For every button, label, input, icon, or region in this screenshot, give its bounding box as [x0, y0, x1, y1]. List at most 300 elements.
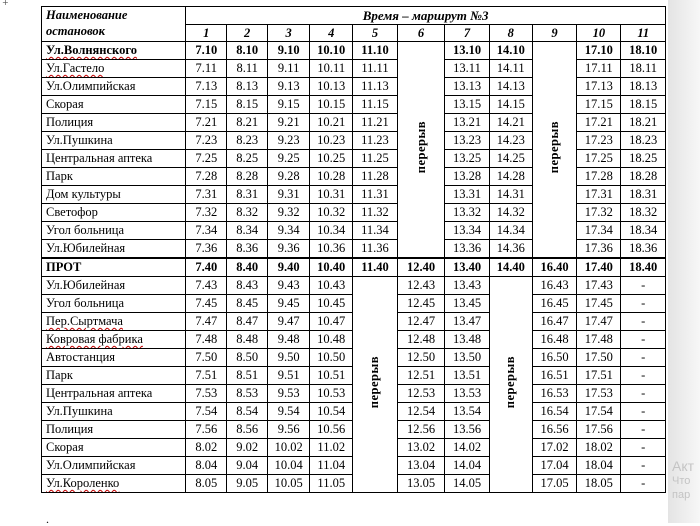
departure-time-cell: 17.31 [577, 186, 621, 204]
departure-time-cell: - [621, 475, 666, 493]
trip-number-header: 5 [353, 25, 397, 42]
trip-number-header: 1 [186, 25, 227, 42]
watermark-line2: Что [672, 475, 691, 487]
departure-time-cell: 17.13 [577, 78, 621, 96]
departure-time-cell: 17.34 [577, 222, 621, 240]
departure-time-cell: 14.32 [489, 204, 532, 222]
stop-name-cell [42, 258, 186, 277]
departure-time-cell: 7.11 [186, 60, 227, 78]
departure-time-cell: 8.51 [227, 367, 268, 385]
departure-time-cell: 11.04 [310, 457, 353, 475]
departure-time-cell: 14.02 [445, 439, 489, 457]
departure-time-cell: 8.28 [227, 168, 268, 186]
departure-time-cell: 7.56 [186, 421, 227, 439]
departure-time-cell: - [621, 331, 666, 349]
departure-time-cell: 13.13 [445, 78, 489, 96]
stop-name: Ул.Волнянского [46, 43, 137, 57]
break-cell [489, 277, 532, 493]
departure-time-cell: 7.40 [186, 258, 227, 277]
departure-time-cell: 10.10 [310, 42, 353, 60]
departure-time-cell: 12.47 [397, 313, 445, 331]
departure-time-cell: - [621, 403, 666, 421]
departure-time-cell: - [621, 295, 666, 313]
departure-time-cell: - [621, 457, 666, 475]
departure-time-cell: 7.43 [186, 277, 227, 295]
stop-name-cell [42, 204, 186, 222]
stop-name-cell [42, 403, 186, 421]
break-label: перерыв [547, 120, 561, 174]
departure-time-cell: 13.11 [445, 60, 489, 78]
departure-time-cell: 10.04 [268, 457, 310, 475]
stop-name-cell [42, 421, 186, 439]
departure-time-cell: 8.15 [227, 96, 268, 114]
departure-time-cell: 10.11 [310, 60, 353, 78]
stop-name-cell [42, 457, 186, 475]
departure-time-cell: 12.53 [397, 385, 445, 403]
departure-time-cell: 8.04 [186, 457, 227, 475]
departure-time-cell: 18.11 [621, 60, 666, 78]
departure-time-cell: 17.28 [577, 168, 621, 186]
stops-header-line2: остановок [46, 24, 105, 38]
stop-name: Полиция [46, 422, 94, 436]
stop-name: Скорая [46, 97, 84, 111]
departure-time-cell: 11.11 [353, 60, 397, 78]
departure-time-cell: 18.13 [621, 78, 666, 96]
departure-time-cell: 9.05 [227, 475, 268, 493]
departure-time-cell: - [621, 385, 666, 403]
departure-time-cell: 14.23 [489, 132, 532, 150]
terminal-row [42, 258, 666, 277]
stop-name: Светофор [46, 205, 98, 219]
departure-time-cell: 7.10 [186, 42, 227, 60]
departure-time-cell: 7.53 [186, 385, 227, 403]
stop-name-cell [42, 168, 186, 186]
departure-time-cell: 10.34 [310, 222, 353, 240]
departure-time-cell: 9.54 [268, 403, 310, 421]
departure-time-cell: 16.56 [532, 421, 576, 439]
departure-time-cell: 9.25 [268, 150, 310, 168]
departure-time-cell: 9.02 [227, 439, 268, 457]
stops-column-header [42, 7, 186, 42]
departure-time-cell: 7.23 [186, 132, 227, 150]
departure-time-cell: 9.36 [268, 240, 310, 259]
departure-time-cell: 13.45 [445, 295, 489, 313]
departure-time-cell: 8.56 [227, 421, 268, 439]
stop-name: Ул.Короленко [46, 476, 120, 490]
departure-time-cell: 14.34 [489, 222, 532, 240]
departure-time-cell: 16.45 [532, 295, 576, 313]
departure-time-cell: 13.56 [445, 421, 489, 439]
departure-time-cell: 7.28 [186, 168, 227, 186]
departure-time-cell: 17.36 [577, 240, 621, 259]
departure-time-cell: 10.45 [310, 295, 353, 313]
departure-time-cell: 11.36 [353, 240, 397, 259]
departure-time-cell: 18.31 [621, 186, 666, 204]
departure-time-cell: 18.28 [621, 168, 666, 186]
departure-time-cell: 17.47 [577, 313, 621, 331]
departure-time-cell: 9.31 [268, 186, 310, 204]
departure-time-cell: 13.21 [445, 114, 489, 132]
time-route-header: Время – маршрут №3 [186, 7, 666, 25]
stop-name-cell [42, 186, 186, 204]
departure-time-cell: 18.21 [621, 114, 666, 132]
break-label: перерыв [503, 355, 518, 409]
stop-name: Полиция [46, 115, 94, 129]
departure-time-cell: 13.54 [445, 403, 489, 421]
departure-time-cell: 8.47 [227, 313, 268, 331]
departure-time-cell: 13.34 [445, 222, 489, 240]
stop-name: Ул.Олимпийская [46, 458, 136, 472]
departure-time-cell: - [621, 277, 666, 295]
departure-time-cell: 14.21 [489, 114, 532, 132]
departure-time-cell: 8.53 [227, 385, 268, 403]
departure-time-cell: 17.02 [532, 439, 576, 457]
departure-time-cell: 7.45 [186, 295, 227, 313]
departure-time-cell: 13.23 [445, 132, 489, 150]
departure-time-cell: 17.40 [577, 258, 621, 277]
departure-time-cell: 8.50 [227, 349, 268, 367]
departure-time-cell: 9.43 [268, 277, 310, 295]
break-cell [532, 42, 576, 259]
stop-name-cell [42, 78, 186, 96]
departure-time-cell: 14.10 [489, 42, 532, 60]
departure-time-cell: 9.34 [268, 222, 310, 240]
departure-time-cell: 10.47 [310, 313, 353, 331]
departure-time-cell: 7.48 [186, 331, 227, 349]
trip-number-header: 2 [227, 25, 268, 42]
departure-time-cell: 10.31 [310, 186, 353, 204]
departure-time-cell: 8.21 [227, 114, 268, 132]
departure-time-cell: 14.31 [489, 186, 532, 204]
departure-time-cell: 9.21 [268, 114, 310, 132]
departure-time-cell: 8.40 [227, 258, 268, 277]
departure-time-cell: 10.48 [310, 331, 353, 349]
departure-time-cell: 18.05 [577, 475, 621, 493]
departure-time-cell: 10.13 [310, 78, 353, 96]
departure-time-cell: 9.50 [268, 349, 310, 367]
departure-time-cell: 18.02 [577, 439, 621, 457]
departure-time-cell: 16.54 [532, 403, 576, 421]
departure-time-cell: 18.32 [621, 204, 666, 222]
departure-time-cell: 13.25 [445, 150, 489, 168]
stop-name: Скорая [46, 440, 84, 454]
stop-name: Дом культуры [46, 187, 121, 201]
departure-time-cell: 13.48 [445, 331, 489, 349]
departure-time-cell: 18.04 [577, 457, 621, 475]
departure-time-cell: 12.43 [397, 277, 445, 295]
departure-time-cell: 11.25 [353, 150, 397, 168]
departure-time-cell: 14.05 [445, 475, 489, 493]
departure-time-cell: 10.21 [310, 114, 353, 132]
departure-time-cell: 12.51 [397, 367, 445, 385]
departure-time-cell: 14.11 [489, 60, 532, 78]
stop-name-cell [42, 60, 186, 78]
departure-time-cell: 8.05 [186, 475, 227, 493]
activation-watermark [672, 458, 700, 502]
bus-timetable [41, 6, 666, 493]
departure-time-cell: 8.34 [227, 222, 268, 240]
departure-time-cell: 18.36 [621, 240, 666, 259]
departure-time-cell: 18.15 [621, 96, 666, 114]
stop-name-cell [42, 240, 186, 259]
document-text-cursor: . [46, 512, 49, 526]
departure-time-cell: 14.40 [489, 258, 532, 277]
departure-time-cell: 8.45 [227, 295, 268, 313]
departure-time-cell: 17.43 [577, 277, 621, 295]
departure-time-cell: 11.13 [353, 78, 397, 96]
page-edge-shadow [668, 0, 700, 523]
stop-name: Центральная аптека [46, 151, 153, 165]
stop-name: Угол больница [46, 296, 125, 310]
stops-header-line1: Наименование [46, 8, 128, 22]
stop-name-cell [42, 42, 186, 60]
departure-time-cell: 11.40 [353, 258, 397, 277]
departure-time-cell: 17.05 [532, 475, 576, 493]
departure-time-cell: 10.15 [310, 96, 353, 114]
departure-time-cell: 8.02 [186, 439, 227, 457]
departure-time-cell: 10.32 [310, 204, 353, 222]
stop-name-cell [42, 114, 186, 132]
departure-time-cell: 9.23 [268, 132, 310, 150]
departure-time-cell: 13.32 [445, 204, 489, 222]
departure-time-cell: 17.54 [577, 403, 621, 421]
departure-time-cell: 13.10 [445, 42, 489, 60]
trip-number-header: 7 [445, 25, 489, 42]
departure-time-cell: 13.28 [445, 168, 489, 186]
stop-name-cell [42, 222, 186, 240]
table-row [42, 277, 666, 295]
departure-time-cell: 18.40 [621, 258, 666, 277]
departure-time-cell: 7.13 [186, 78, 227, 96]
trip-number-header: 9 [532, 25, 576, 42]
table-row [42, 42, 666, 60]
break-label: перерыв [413, 120, 428, 174]
departure-time-cell: 9.15 [268, 96, 310, 114]
trip-number-header: 3 [268, 25, 310, 42]
stop-name: Угол больница [46, 223, 125, 237]
trip-number-header: 10 [577, 25, 621, 42]
departure-time-cell: 8.25 [227, 150, 268, 168]
departure-time-cell: 7.36 [186, 240, 227, 259]
departure-time-cell: 11.31 [353, 186, 397, 204]
departure-time-cell: 17.23 [577, 132, 621, 150]
departure-time-cell: 7.25 [186, 150, 227, 168]
departure-time-cell: 10.51 [310, 367, 353, 385]
departure-time-cell: 18.10 [621, 42, 666, 60]
departure-time-cell: 10.25 [310, 150, 353, 168]
departure-time-cell: 10.40 [310, 258, 353, 277]
stop-name: ПРОТ [46, 260, 82, 274]
departure-time-cell: 9.53 [268, 385, 310, 403]
departure-time-cell: 17.53 [577, 385, 621, 403]
departure-time-cell: 7.32 [186, 204, 227, 222]
departure-time-cell: 17.45 [577, 295, 621, 313]
departure-time-cell: 13.02 [397, 439, 445, 457]
departure-time-cell: 10.36 [310, 240, 353, 259]
departure-time-cell: 13.15 [445, 96, 489, 114]
departure-time-cell: 9.32 [268, 204, 310, 222]
departure-time-cell: 10.54 [310, 403, 353, 421]
departure-time-cell: 13.04 [397, 457, 445, 475]
departure-time-cell: 10.56 [310, 421, 353, 439]
departure-time-cell: 8.13 [227, 78, 268, 96]
departure-time-cell: 8.54 [227, 403, 268, 421]
departure-time-cell: 10.28 [310, 168, 353, 186]
stop-name-cell [42, 367, 186, 385]
departure-time-cell: - [621, 421, 666, 439]
departure-time-cell: 17.48 [577, 331, 621, 349]
departure-time-cell: 11.34 [353, 222, 397, 240]
departure-time-cell: - [621, 313, 666, 331]
departure-time-cell: 9.47 [268, 313, 310, 331]
departure-time-cell: 17.50 [577, 349, 621, 367]
departure-time-cell: 9.13 [268, 78, 310, 96]
watermark-line1: Акт [672, 458, 695, 474]
departure-time-cell: 16.51 [532, 367, 576, 385]
stop-name-cell [42, 132, 186, 150]
departure-time-cell: 13.53 [445, 385, 489, 403]
departure-time-cell: 18.25 [621, 150, 666, 168]
departure-time-cell: 17.32 [577, 204, 621, 222]
departure-time-cell: 17.21 [577, 114, 621, 132]
departure-time-cell: 9.28 [268, 168, 310, 186]
departure-time-cell: 13.50 [445, 349, 489, 367]
stop-name-cell [42, 349, 186, 367]
departure-time-cell: 10.05 [268, 475, 310, 493]
departure-time-cell: 16.40 [532, 258, 576, 277]
departure-time-cell: 17.56 [577, 421, 621, 439]
stop-name: Ул.Гастело [46, 61, 105, 75]
departure-time-cell: 11.23 [353, 132, 397, 150]
departure-time-cell: 7.47 [186, 313, 227, 331]
watermark-line3: пар [672, 489, 691, 501]
departure-time-cell: 7.54 [186, 403, 227, 421]
departure-time-cell: 14.25 [489, 150, 532, 168]
departure-time-cell: 8.36 [227, 240, 268, 259]
departure-time-cell: 9.04 [227, 457, 268, 475]
stop-name: Ул.Олимпийская [46, 79, 136, 93]
window-left-strip [0, 0, 18, 523]
departure-time-cell: 8.48 [227, 331, 268, 349]
departure-time-cell: 7.31 [186, 186, 227, 204]
departure-time-cell: 14.28 [489, 168, 532, 186]
departure-time-cell: 7.51 [186, 367, 227, 385]
stop-name: Парк [46, 169, 73, 183]
departure-time-cell: 8.31 [227, 186, 268, 204]
departure-time-cell: - [621, 349, 666, 367]
break-label: перерыв [367, 355, 382, 409]
stop-name: Ул.Пушкина [46, 133, 113, 147]
stop-name: Ул.Пушкина [46, 404, 113, 418]
departure-time-cell: 13.05 [397, 475, 445, 493]
departure-time-cell: 17.51 [577, 367, 621, 385]
trip-number-header: 11 [621, 25, 666, 42]
departure-time-cell: 12.54 [397, 403, 445, 421]
stop-name-cell [42, 295, 186, 313]
departure-time-cell: 9.56 [268, 421, 310, 439]
departure-time-cell: 12.56 [397, 421, 445, 439]
departure-time-cell: 8.43 [227, 277, 268, 295]
departure-time-cell: 8.23 [227, 132, 268, 150]
stop-name: Парк [46, 368, 73, 382]
departure-time-cell: 10.02 [268, 439, 310, 457]
departure-time-cell: 17.11 [577, 60, 621, 78]
departure-time-cell: 14.36 [489, 240, 532, 259]
departure-time-cell: 17.25 [577, 150, 621, 168]
departure-time-cell: 18.23 [621, 132, 666, 150]
departure-time-cell: 14.15 [489, 96, 532, 114]
departure-time-cell: 16.53 [532, 385, 576, 403]
stop-name: Ул.Юбилейная [46, 241, 126, 255]
departure-time-cell: 17.10 [577, 42, 621, 60]
break-cell [397, 42, 445, 259]
stop-name-cell [42, 439, 186, 457]
departure-time-cell: 8.11 [227, 60, 268, 78]
departure-time-cell: 12.45 [397, 295, 445, 313]
departure-time-cell: 9.48 [268, 331, 310, 349]
window-top-strip [0, 0, 700, 5]
departure-time-cell: 13.36 [445, 240, 489, 259]
stop-name-cell [42, 385, 186, 403]
stop-name-cell [42, 475, 186, 493]
departure-time-cell: - [621, 367, 666, 385]
departure-time-cell: 17.15 [577, 96, 621, 114]
departure-time-cell: 13.51 [445, 367, 489, 385]
stop-name: Пер.Сыртмача [46, 314, 123, 328]
stop-name: Ковровая фабрика [46, 332, 143, 346]
departure-time-cell: 16.47 [532, 313, 576, 331]
stop-name: Ул.Юбилейная [46, 278, 126, 292]
stop-name-cell [42, 277, 186, 295]
break-cell [353, 277, 397, 493]
departure-time-cell: 9.11 [268, 60, 310, 78]
departure-time-cell: 9.10 [268, 42, 310, 60]
departure-time-cell: 7.34 [186, 222, 227, 240]
departure-time-cell: 16.48 [532, 331, 576, 349]
trip-number-header: 4 [310, 25, 353, 42]
stop-name-cell [42, 313, 186, 331]
departure-time-cell: 12.40 [397, 258, 445, 277]
departure-time-cell: 11.05 [310, 475, 353, 493]
departure-time-cell: 14.13 [489, 78, 532, 96]
departure-time-cell: 11.15 [353, 96, 397, 114]
departure-time-cell: 9.45 [268, 295, 310, 313]
departure-time-cell: 17.04 [532, 457, 576, 475]
departure-time-cell: 7.50 [186, 349, 227, 367]
departure-time-cell: 7.21 [186, 114, 227, 132]
departure-time-cell: 7.15 [186, 96, 227, 114]
departure-time-cell: 10.53 [310, 385, 353, 403]
departure-time-cell: 13.47 [445, 313, 489, 331]
departure-time-cell: 9.40 [268, 258, 310, 277]
departure-time-cell: 10.23 [310, 132, 353, 150]
departure-time-cell: 14.04 [445, 457, 489, 475]
departure-time-cell: 9.51 [268, 367, 310, 385]
departure-time-cell: 12.48 [397, 331, 445, 349]
trip-number-header: 8 [489, 25, 532, 42]
stop-name-cell [42, 331, 186, 349]
stop-name: Центральная аптека [46, 386, 153, 400]
departure-time-cell: 11.10 [353, 42, 397, 60]
departure-time-cell: 13.31 [445, 186, 489, 204]
departure-time-cell: 10.43 [310, 277, 353, 295]
table-move-handle[interactable]: + [2, 0, 9, 7]
departure-time-cell: 16.50 [532, 349, 576, 367]
departure-time-cell: 18.34 [621, 222, 666, 240]
departure-time-cell: 11.02 [310, 439, 353, 457]
departure-time-cell: 11.21 [353, 114, 397, 132]
stop-name: Автостанция [46, 350, 116, 364]
